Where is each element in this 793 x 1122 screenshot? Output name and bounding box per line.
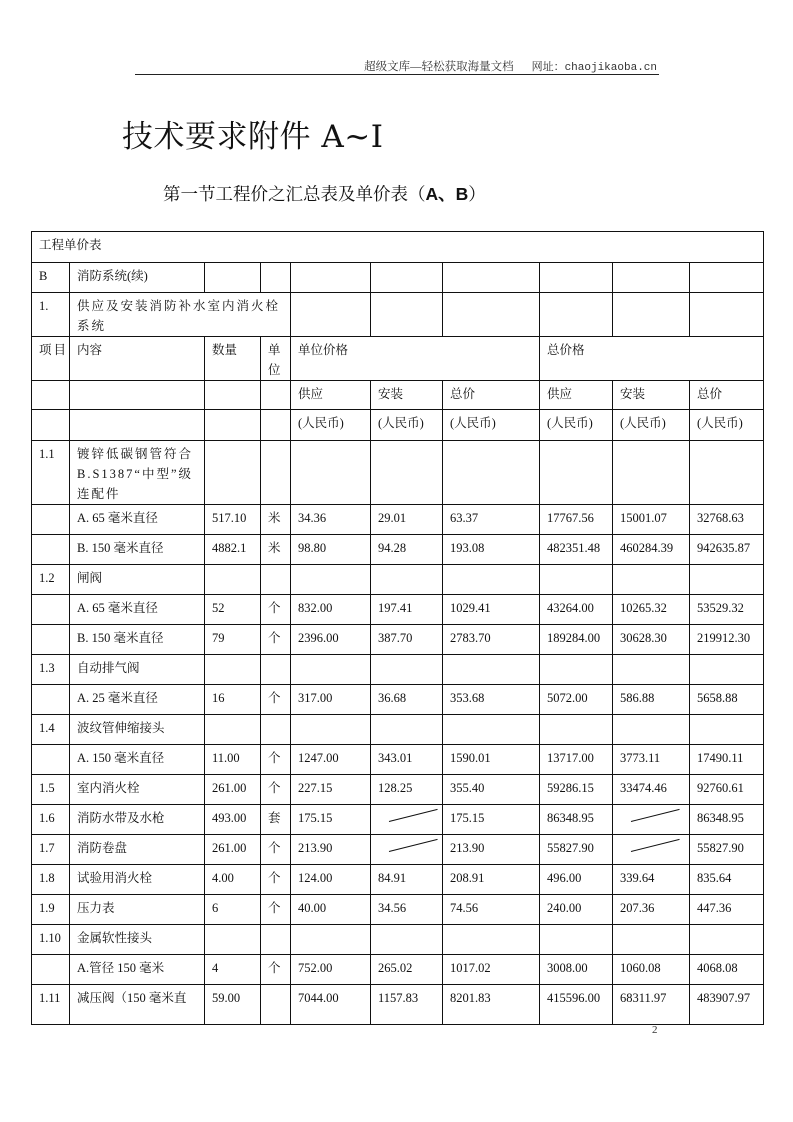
unit-supply-price [291, 655, 371, 685]
header-unit-install: 安装 [371, 381, 443, 410]
item-content: B. 150 毫米直径 [70, 535, 205, 565]
item-quantity [205, 715, 261, 745]
item-content: A.管径 150 毫米 [70, 955, 205, 985]
total-install-price [613, 925, 690, 955]
unit-total-price [443, 655, 540, 685]
header-unit-price: 单位价格 [291, 337, 540, 381]
item-number: 1.1 [32, 441, 70, 505]
system-code: B [32, 263, 70, 293]
currency-label: (人民币) [443, 410, 540, 441]
item-quantity: 6 [205, 895, 261, 925]
total-supply-price: 43264.00 [540, 595, 613, 625]
item-quantity: 4.00 [205, 865, 261, 895]
item-unit [261, 985, 291, 1025]
item-quantity: 517.10 [205, 505, 261, 535]
item-quantity: 4 [205, 955, 261, 985]
item-unit: 米 [261, 505, 291, 535]
item-number [32, 685, 70, 715]
table-row [32, 985, 764, 1025]
item-unit [261, 441, 291, 505]
site-name: 超级文库—轻松获取海量文档 [364, 61, 514, 73]
unit-total-price: 213.90 [443, 835, 540, 865]
unit-supply-price [291, 715, 371, 745]
unit-total-price: 1590.01 [443, 745, 540, 775]
total-install-price: 460284.39 [613, 535, 690, 565]
header-content: 内容 [70, 337, 205, 381]
unit-install-price [371, 805, 443, 835]
unit-total-price: 8201.83 [443, 985, 540, 1025]
unit-install-price [371, 655, 443, 685]
item-quantity [205, 565, 261, 595]
item-quantity: 11.00 [205, 745, 261, 775]
not-applicable-slash [631, 809, 680, 822]
table-row [32, 955, 764, 985]
item-number: 1.9 [32, 895, 70, 925]
unit-install-price [371, 925, 443, 955]
item-content: A. 25 毫米直径 [70, 685, 205, 715]
unit-supply-price: 98.80 [291, 535, 371, 565]
total-total-price: 32768.63 [690, 505, 764, 535]
unit-total-price: 2783.70 [443, 625, 540, 655]
total-total-price: 483907.97 [690, 985, 764, 1025]
unit-total-price: 175.15 [443, 805, 540, 835]
item-unit: 个 [261, 745, 291, 775]
item-number: 1.2 [32, 565, 70, 595]
total-total-price [690, 565, 764, 595]
item-quantity: 261.00 [205, 775, 261, 805]
item-number: 1.10 [32, 925, 70, 955]
unit-install-price: 387.70 [371, 625, 443, 655]
total-total-price: 942635.87 [690, 535, 764, 565]
not-applicable-slash [631, 839, 680, 852]
item-quantity: 493.00 [205, 805, 261, 835]
table-row [32, 595, 764, 625]
total-supply-price: 86348.95 [540, 805, 613, 835]
currency-label: (人民币) [690, 410, 764, 441]
total-supply-price [540, 655, 613, 685]
unit-install-price [371, 565, 443, 595]
table-row [32, 835, 764, 865]
page-header [135, 57, 659, 75]
item-unit [261, 565, 291, 595]
system-row [32, 263, 764, 293]
total-supply-price: 482351.48 [540, 535, 613, 565]
unit-supply-price: 124.00 [291, 865, 371, 895]
total-supply-price: 59286.15 [540, 775, 613, 805]
total-total-price [690, 655, 764, 685]
unit-total-price: 74.56 [443, 895, 540, 925]
section-title-letters: A、B [425, 184, 469, 204]
header-total-price: 总价格 [540, 337, 764, 381]
not-applicable-slash [389, 809, 438, 822]
total-supply-price [540, 715, 613, 745]
unit-total-price [443, 715, 540, 745]
item-content: 金属软性接头 [70, 925, 205, 955]
table-row [32, 535, 764, 565]
total-install-price: 339.64 [613, 865, 690, 895]
total-total-price [690, 441, 764, 505]
item-unit [261, 925, 291, 955]
table-row [32, 685, 764, 715]
item-content: 消防卷盘 [70, 835, 205, 865]
total-total-price: 219912.30 [690, 625, 764, 655]
unit-install-price: 36.68 [371, 685, 443, 715]
item-quantity: 16 [205, 685, 261, 715]
currency-label: (人民币) [291, 410, 371, 441]
item-quantity [205, 655, 261, 685]
total-install-price [613, 835, 690, 865]
section-title [163, 181, 486, 206]
table-row [32, 805, 764, 835]
item-number: 1.3 [32, 655, 70, 685]
total-supply-price: 3008.00 [540, 955, 613, 985]
header-total-total: 总价 [690, 381, 764, 410]
item-number [32, 955, 70, 985]
item-number: 1.5 [32, 775, 70, 805]
currency-label: (人民币) [613, 410, 690, 441]
total-install-price: 3773.11 [613, 745, 690, 775]
unit-supply-price: 34.36 [291, 505, 371, 535]
unit-install-price: 197.41 [371, 595, 443, 625]
unit-install-price: 29.01 [371, 505, 443, 535]
unit-supply-price: 175.15 [291, 805, 371, 835]
unit-install-price: 94.28 [371, 535, 443, 565]
item-content: 减压阀（150 毫米直 [70, 985, 205, 1025]
item-unit: 个 [261, 595, 291, 625]
unit-total-price [443, 441, 540, 505]
total-supply-price: 189284.00 [540, 625, 613, 655]
unit-supply-price: 213.90 [291, 835, 371, 865]
item-quantity: 52 [205, 595, 261, 625]
item-content: A. 65 毫米直径 [70, 505, 205, 535]
currency-row [32, 410, 764, 441]
table-row [32, 895, 764, 925]
total-install-price [613, 805, 690, 835]
section-title-close: ） [468, 185, 486, 205]
unit-install-price [371, 715, 443, 745]
total-install-price: 68311.97 [613, 985, 690, 1025]
item-unit: 个 [261, 775, 291, 805]
unit-supply-price: 752.00 [291, 955, 371, 985]
item-unit: 套 [261, 805, 291, 835]
header-total-supply: 供应 [540, 381, 613, 410]
subsystem-label: 供应及安装消防补水室内消火栓系统 [70, 293, 291, 337]
unit-total-price [443, 565, 540, 595]
item-content: 自动排气阀 [70, 655, 205, 685]
total-total-price: 53529.32 [690, 595, 764, 625]
unit-install-price: 128.25 [371, 775, 443, 805]
total-install-price: 33474.46 [613, 775, 690, 805]
item-unit: 个 [261, 835, 291, 865]
item-quantity: 4882.1 [205, 535, 261, 565]
site-url: 网址：chaojikaoba.cn [531, 62, 657, 74]
unit-total-price: 353.68 [443, 685, 540, 715]
item-content: 镀锌低碳钢管符合B.S1387“中型”级连配件 [70, 441, 205, 505]
total-supply-price: 240.00 [540, 895, 613, 925]
unit-supply-price: 317.00 [291, 685, 371, 715]
unit-install-price [371, 441, 443, 505]
table-row [32, 625, 764, 655]
table-caption: 工程单价表 [32, 232, 764, 263]
total-install-price: 15001.07 [613, 505, 690, 535]
total-install-price [613, 655, 690, 685]
item-number [32, 625, 70, 655]
total-total-price: 17490.11 [690, 745, 764, 775]
page-number: 2 [652, 1024, 658, 1036]
header-unit-supply: 供应 [291, 381, 371, 410]
total-supply-price: 17767.56 [540, 505, 613, 535]
item-number [32, 505, 70, 535]
total-supply-price [540, 441, 613, 505]
total-install-price: 207.36 [613, 895, 690, 925]
unit-supply-price: 40.00 [291, 895, 371, 925]
not-applicable-slash [389, 839, 438, 852]
unit-install-price: 34.56 [371, 895, 443, 925]
item-number: 1.4 [32, 715, 70, 745]
header-unit: 单位 [261, 337, 291, 381]
unit-total-price: 193.08 [443, 535, 540, 565]
item-content: A. 150 毫米直径 [70, 745, 205, 775]
currency-label: (人民币) [540, 410, 613, 441]
header-unit-total: 总价 [443, 381, 540, 410]
item-content: 压力表 [70, 895, 205, 925]
total-install-price [613, 565, 690, 595]
total-total-price: 92760.61 [690, 775, 764, 805]
unit-price-table [31, 231, 764, 1025]
total-supply-price: 55827.90 [540, 835, 613, 865]
item-quantity [205, 441, 261, 505]
item-number: 1.7 [32, 835, 70, 865]
header-total-install: 安装 [613, 381, 690, 410]
total-total-price: 5658.88 [690, 685, 764, 715]
table-row [32, 565, 764, 595]
total-install-price [613, 441, 690, 505]
item-unit: 个 [261, 865, 291, 895]
total-install-price: 30628.30 [613, 625, 690, 655]
subheader-row [32, 381, 764, 410]
item-unit: 个 [261, 685, 291, 715]
header-text [364, 58, 657, 74]
total-supply-price: 415596.00 [540, 985, 613, 1025]
header-item: 项目 [32, 337, 70, 381]
subsystem-row [32, 293, 764, 337]
item-number: 1.11 [32, 985, 70, 1025]
item-unit: 米 [261, 535, 291, 565]
item-number: 1.6 [32, 805, 70, 835]
total-install-price [613, 715, 690, 745]
table-row [32, 715, 764, 745]
currency-label: (人民币) [371, 410, 443, 441]
item-unit: 个 [261, 625, 291, 655]
item-unit [261, 655, 291, 685]
unit-supply-price [291, 565, 371, 595]
total-supply-price [540, 925, 613, 955]
unit-supply-price [291, 925, 371, 955]
table-row [32, 775, 764, 805]
unit-total-price: 1017.02 [443, 955, 540, 985]
total-total-price: 86348.95 [690, 805, 764, 835]
item-quantity: 59.00 [205, 985, 261, 1025]
table-row [32, 505, 764, 535]
table-row [32, 655, 764, 685]
table-row [32, 865, 764, 895]
unit-supply-price: 7044.00 [291, 985, 371, 1025]
table-row [32, 925, 764, 955]
unit-total-price [443, 925, 540, 955]
total-total-price [690, 925, 764, 955]
unit-install-price: 343.01 [371, 745, 443, 775]
unit-total-price: 63.37 [443, 505, 540, 535]
caption-row [32, 232, 764, 263]
total-supply-price: 496.00 [540, 865, 613, 895]
total-install-price: 1060.08 [613, 955, 690, 985]
item-number: 1.8 [32, 865, 70, 895]
item-content: 室内消火栓 [70, 775, 205, 805]
item-content: A. 65 毫米直径 [70, 595, 205, 625]
header-row [32, 337, 764, 381]
item-quantity [205, 925, 261, 955]
total-total-price: 835.64 [690, 865, 764, 895]
total-total-price: 4068.08 [690, 955, 764, 985]
document-title: 技术要求附件 A~I [122, 119, 384, 155]
item-unit: 个 [261, 955, 291, 985]
total-total-price: 447.36 [690, 895, 764, 925]
item-unit [261, 715, 291, 745]
table-row [32, 745, 764, 775]
total-supply-price [540, 565, 613, 595]
item-content: 波纹管伸缩接头 [70, 715, 205, 745]
subsystem-code: 1. [32, 293, 70, 337]
item-quantity: 79 [205, 625, 261, 655]
item-number [32, 745, 70, 775]
unit-install-price: 84.91 [371, 865, 443, 895]
unit-supply-price: 2396.00 [291, 625, 371, 655]
unit-install-price [371, 835, 443, 865]
item-content: B. 150 毫米直径 [70, 625, 205, 655]
unit-total-price: 355.40 [443, 775, 540, 805]
item-quantity: 261.00 [205, 835, 261, 865]
total-install-price: 10265.32 [613, 595, 690, 625]
unit-install-price: 265.02 [371, 955, 443, 985]
item-number [32, 595, 70, 625]
unit-total-price: 1029.41 [443, 595, 540, 625]
unit-supply-price: 832.00 [291, 595, 371, 625]
total-supply-price: 13717.00 [540, 745, 613, 775]
unit-supply-price: 1247.00 [291, 745, 371, 775]
item-unit: 个 [261, 895, 291, 925]
total-install-price: 586.88 [613, 685, 690, 715]
header-quantity: 数量 [205, 337, 261, 381]
unit-supply-price [291, 441, 371, 505]
total-total-price: 55827.90 [690, 835, 764, 865]
system-label: 消防系统(续) [70, 263, 205, 293]
section-title-text: 第一节工程价之汇总表及单价表（ [163, 185, 426, 205]
total-supply-price: 5072.00 [540, 685, 613, 715]
item-content: 闸阀 [70, 565, 205, 595]
unit-install-price: 1157.83 [371, 985, 443, 1025]
unit-supply-price: 227.15 [291, 775, 371, 805]
total-total-price [690, 715, 764, 745]
unit-total-price: 208.91 [443, 865, 540, 895]
item-number [32, 535, 70, 565]
item-content: 试验用消火栓 [70, 865, 205, 895]
table-row [32, 441, 764, 505]
item-content: 消防水带及水枪 [70, 805, 205, 835]
